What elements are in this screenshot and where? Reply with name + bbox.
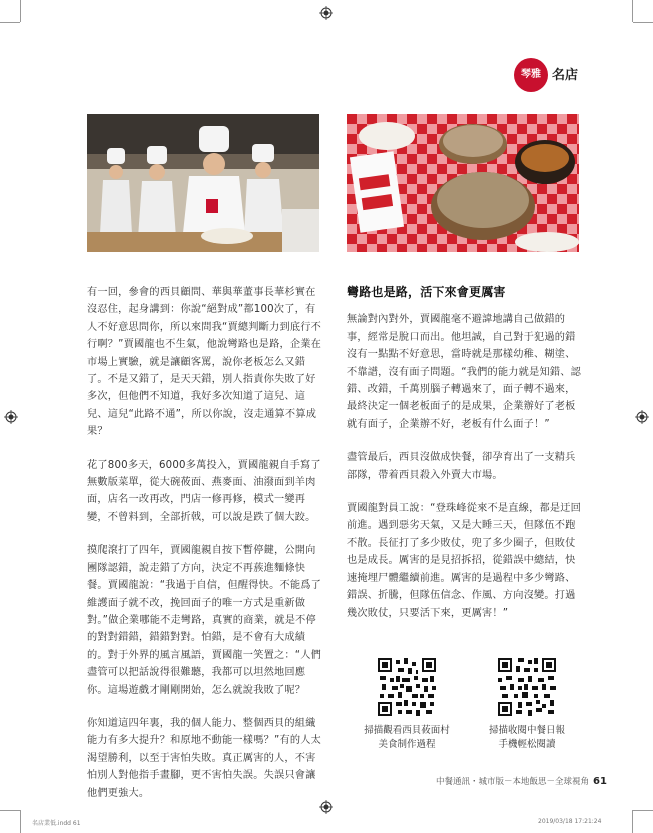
paragraph: 賈國龍對員工說：“登珠峰從來不是直線，都是迂回前進。遇到惡劣天氣，又是大睡三天，但隊伍不跑不散。長征打了多少敗仗，兜了多少圈子，但敗仗也是成長。厲害的是見招拆招，從錯誤中總結，快速掩埋尸體繼續前進。厲害的是過程中多少彎路、錯誤、折騰，但隊伍信念、作風、方向沒變。打過幾次敗仗，只要活下來，更厲害！” [347, 503, 582, 619]
crop-mark [632, 0, 633, 22]
qr-code-video[interactable] [376, 656, 438, 718]
crop-mark [20, 810, 21, 833]
paragraph: 摸爬滾打了四年，賈國龍親自按下暫停鍵，公開向團隊認錯，說走錯了方向，決定不再蔟進麵條快餐。賈國龍說：“我過于自信，但醒得快。不能爲了維護面子就不改，挽回面子的唯一方式是重新做對。”做企業哪能不走彎路，真實的商業，就是不停的對對錯錯，錯錯對對。怕錯，是不會有大成績的。對于外界的風言風語，賈國龍一笑置之：“人們盡管可以把話說得很難聽，我都可以坦然地回應你。這場遊戲才剛剛開始，怎么就說我敗了呢？ [87, 545, 322, 696]
paragraph: 你知道這四年裏，我的個人能力、整個西貝的組織能力有多大提升？和原地不動能一樣嗎？”有的人太渴望勝利，以至于害怕失敗。真正厲害的人，不害怕別人對他指手畫腳，更不害怕失誤。失誤只會讓他們更強大。 [87, 717, 322, 799]
crop-mark [0, 22, 20, 23]
section-heading: 彎路也是路，活下來會更厲害 [347, 285, 506, 299]
crop-mark [20, 0, 21, 22]
crop-mark [633, 22, 653, 23]
right-column [347, 284, 582, 638]
file-slug-left: 名店業低.indd 61 [32, 820, 81, 827]
paragraph: 無論對內對外，賈國龍毫不避諱地講自己做錯的事，經常是脫口而出。他坦誠，自己對于犯過的錯沒有一點點不好意思，當時就是那樣幼稚、糊塗、不靠譜，沒有面子問題。“我們的能力就是知錯、認錯、改錯，千萬別腦子轉過來了，面子轉不過來，最終決定一個老板面子的是成果，企業辦好了老板就有面子，企業辦不好，老板有什么面子！” [347, 314, 582, 430]
page-number: 61 [593, 776, 607, 787]
footer-text: 中餐通訊・城市版－本地飯思－全球視角 [436, 777, 590, 787]
registration-mark-right [635, 410, 649, 424]
qr-code-daily[interactable] [496, 656, 558, 718]
crop-mark [0, 810, 20, 811]
section-badge: 琴雅 [514, 58, 548, 92]
paragraph: 花了800多天，6000多萬投入，賈國龍親自手寫了無數版菜單，從大碗莜面、燕麥面、油潑面到羊肉面，店名一改再改，門店一修再修，模式一變再變，不曾料到，全部折戟，可以說是跌了個大跤。 [87, 459, 321, 523]
qr-caption-video: 掃描觀看西貝莜面村 美食制作過程 [364, 725, 450, 750]
paragraph: 盡管最后，西貝沒做成快餐，卻孕育出了一支精兵部隊，帶着西貝殺入外賣大市場。 [347, 452, 576, 481]
dumpling-table-photo [347, 114, 579, 252]
paragraph: 有一回，參會的西貝顧問、華與華董事長華杉實在沒忍住，起身講到：你說“絕對成”都100次了，有人不好意思問你，所以來問我“賈總判斷力到底行不行啊？”賈國龍也不生氣，他說彎路也是路，企業在市場上實驗，就是讓顧客罵，說你老板怎么又錯了。不是又錯了，是天天錯，別人指責你失敗了好多次，但他們不知道，我好多次知道了這兒、這兒、這兒“此路不通”，所以你說，沒走通算不算成果？ [87, 287, 322, 438]
registration-mark-top [319, 6, 333, 20]
crop-mark [632, 810, 633, 833]
qr-caption-daily: 掃描收閱中餐日報 手機輕松閱讀 [488, 725, 565, 750]
crop-mark [633, 810, 653, 811]
page-footer [436, 775, 607, 787]
chefs-kitchen-photo [87, 114, 319, 252]
registration-mark-left [4, 410, 18, 424]
section-name: 名店 [552, 68, 579, 83]
left-column [87, 284, 322, 818]
file-slug-right: 2019/03/18 17:21:24 [538, 818, 602, 825]
